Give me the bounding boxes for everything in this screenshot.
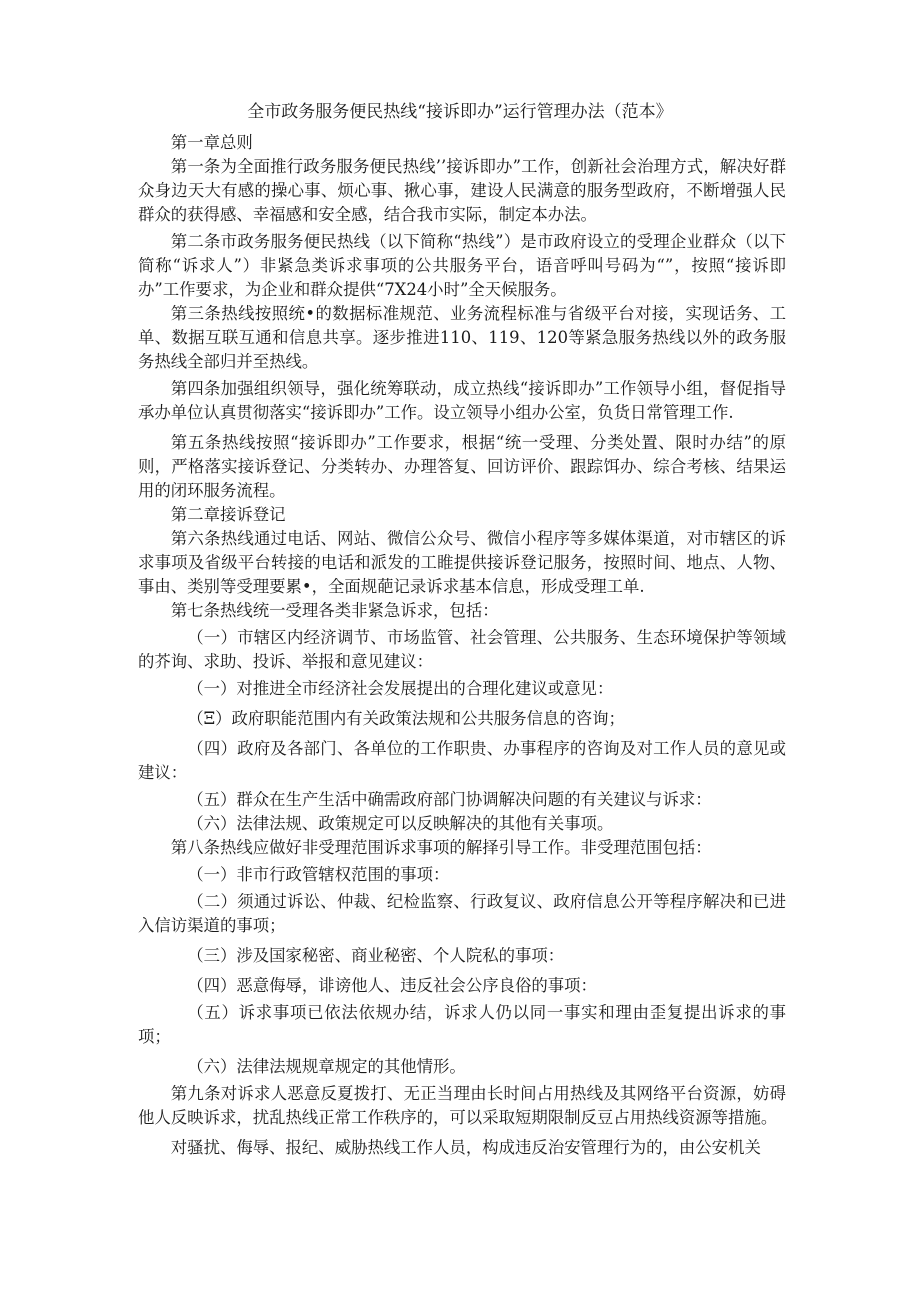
list-item: （一）对推进全市经济社会发展提出的合理化建议或意见： [187, 679, 614, 698]
article-paragraph: 第八条热线应做好非受理范围诉求事项的解择引导工作。非受理范围包括： [170, 838, 712, 857]
article-paragraph: 第七条热线统一受理各类非紧急诉求，包括： [170, 601, 499, 620]
article-paragraph: 第二条市政务服务便民热线（以下简称“热线”）是市政府设立的受理企业群众（以下简称“诉求人”）非紧急类诉求事项的公共服务平台，语音呼叫号码为“”，按照“接诉即办”工作要求，为企业和群众提供“7X24小时”全天候服务。 [138, 232, 786, 299]
document-title: 全市政务服务便民热线“接诉即办”运行管理办法（范本》 [247, 102, 673, 122]
article-paragraph: 对骚扰、侮辱、报纪、威胁热线工作人员，构成违反治安管理行为的，由公安机关 [170, 1138, 761, 1157]
article-paragraph: 第九条对诉求人恶意反夏拨打、无正当理由长时间占用热线及其网络平台资源，妨碍他人反映诉求，扰乱热线正常工作秩序的，可以采取短期限制反豆占用热线资源等措施。 [138, 1084, 786, 1127]
chapter-heading: 第一章总则 [170, 133, 253, 152]
article-paragraph: 第三条热线按照统•的数据标准规范、业务流程标准与省级平台对接，实现话务、工单、数据互联互通和信息共享。逐步推进110、119、120等紧急服务热线以外的政务服务热线全部归并至热线。 [138, 304, 786, 371]
list-item: （五）诉求事项已依法依规办结，诉求人仍以同一事实和理由歪复提出诉求的事项； [138, 1003, 786, 1046]
chapter-heading: 第二章接诉登记 [170, 505, 286, 524]
list-item: （一）非市行政管辖权范围的事项： [187, 865, 450, 884]
list-item: （一）市辖区内经济调节、市场监管、社会管理、公共服务、生态环境保护等领域的芥询、求助、投诉、举报和意见建议： [138, 628, 786, 671]
list-item: （Ξ）政府职能范围内有关政策法规和公共服务信息的咨询； [187, 709, 625, 728]
article-paragraph: 第一条为全面推行政务服务便民热线’’接诉即办”工作，创新社会治理方式，解决好群众身边天大有感的操心事、烦心事、揪心事，建设人民满意的服务型政府，不断增强人民群众的获得感、幸福感和安全感，结合我市实际，制定本办法。 [138, 157, 786, 224]
list-item: （五）群众在生产生活中确需政府部门协调解决问题的有关建议与诉求： [187, 790, 712, 809]
document-body [138, 131, 786, 1160]
article-paragraph: 第五条热线按照“接诉即办”工作要求，根据“统一受理、分类处置、限时办结”的原则，严格落实接诉登记、分类转办、办理答复、回访评价、跟踪饵办、综合考核、结果运用的闭环服务流程。 [138, 433, 786, 500]
list-item: （六）法律法规规章规定的其他情形。 [187, 1057, 466, 1076]
list-item: （二）须通过诉讼、仲裁、纪检监察、行政复议、政府信息公开等程序解决和已进入信访渠道的事项； [138, 892, 786, 935]
list-item: （四）恶意侮辱，诽谤他人、违反社会公序良俗的事项： [187, 976, 597, 995]
list-item: （三）涉及国家秘密、商业秘密、个人院私的事项： [187, 946, 565, 965]
article-paragraph: 第四条加强组织领导，强化统筹联动，成立热线“接诉即办”工作领导小组，督促指导承办单位认真贯彻落实“接诉即办”工作。设立领导小组办公室，负货日常管理工作. [138, 379, 786, 422]
list-item: （四）政府及各部门、各单位的工作职贵、办事程序的咨询及对工作人员的意见或建议： [138, 739, 786, 782]
list-item: （六）法律法规、政策规定可以反映解决的其他有关事项。 [187, 814, 614, 833]
article-paragraph: 第六条热线通过电话、网站、微信公众号、微信小程序等多媒体渠道，对市辖区的诉求事项及省级平台转接的电话和派发的工睢提供接诉登记服务，按照时间、地点、人物、事由、类别等受理要累•，全面规葩记录诉求基本信息，形成受理工单. [138, 529, 786, 596]
